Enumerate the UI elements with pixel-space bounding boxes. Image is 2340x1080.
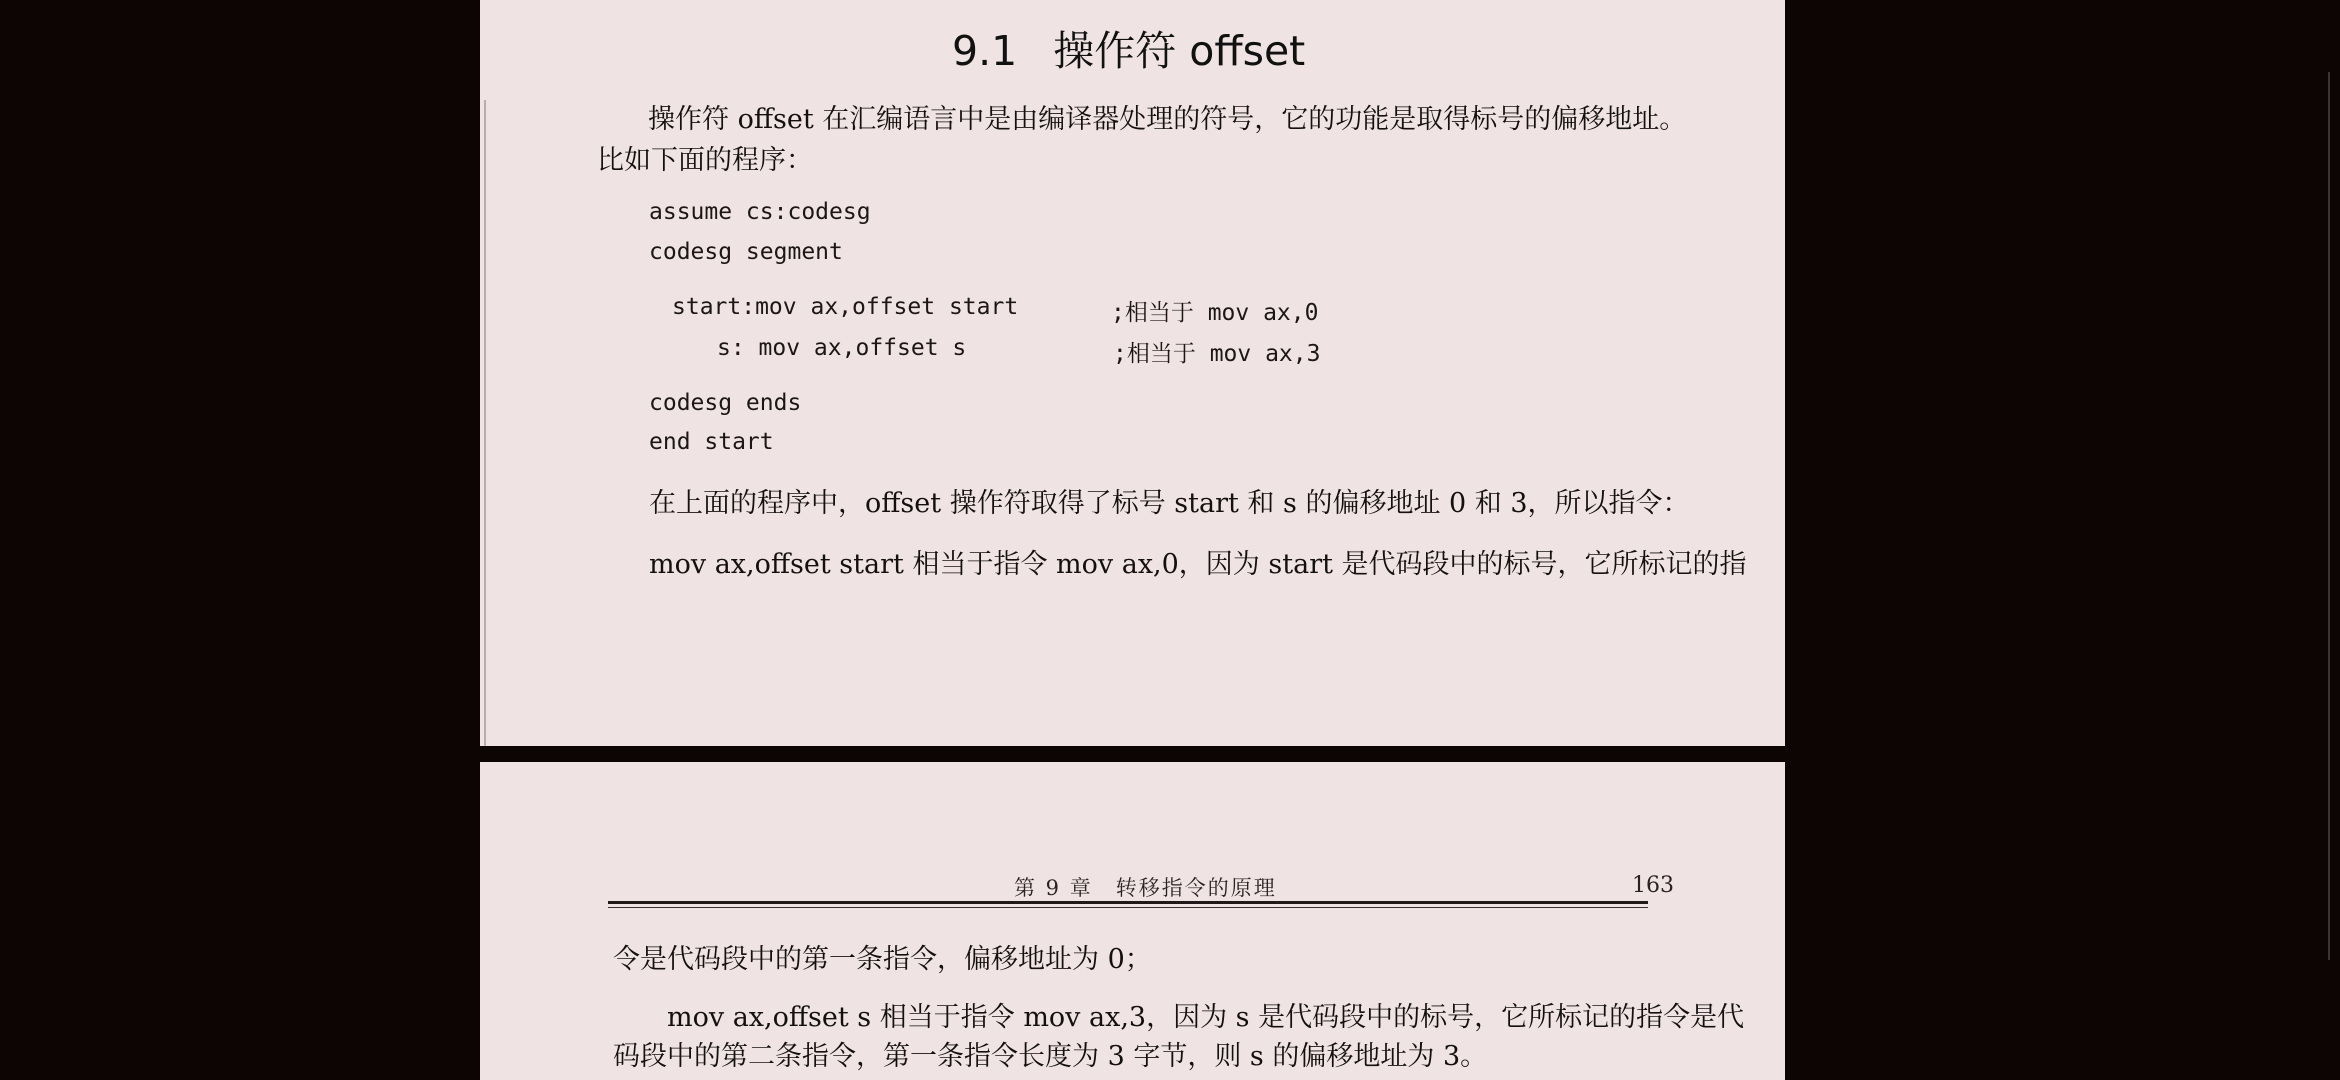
vertical-scrollbar[interactable] xyxy=(2328,72,2340,960)
chapter-header: 第 9 章 转移指令的原理 xyxy=(1014,876,1277,900)
code-comment-s: ;相当于 mov ax,3 xyxy=(1113,341,1321,367)
document-page-top xyxy=(480,0,1785,746)
code-line-segment: codesg segment xyxy=(649,239,843,265)
page-number: 163 xyxy=(1632,873,1674,898)
code-line-ends: codesg ends xyxy=(649,390,802,416)
header-rule-thin xyxy=(608,907,1648,908)
explanation-paragraph: 在上面的程序中，offset 操作符取得了标号 start 和 s 的偏移地址 0 和 3，所以指令： xyxy=(649,488,1690,519)
section-title xyxy=(952,18,1305,77)
code-line-assume: assume cs:codesg xyxy=(649,199,871,225)
mov-s-paragraph-line1: mov ax,offset s 相当于指令 mov ax,3，因为 s 是代码段中的标号，它所标记的指令是代 xyxy=(667,1002,1745,1033)
code-comment-start: ;相当于 mov ax,0 xyxy=(1111,300,1319,326)
intro-paragraph-line1: 操作符 offset 在汇编语言中是由编译器处理的符号，它的功能是取得标号的偏移地址。 xyxy=(648,104,1687,135)
code-line-start: start:mov ax,offset start xyxy=(672,294,1019,320)
section-title-text: 操作符 offset xyxy=(1053,27,1306,75)
section-number: 9.1 xyxy=(952,27,1018,75)
code-line-s: s: mov ax,offset s xyxy=(717,335,967,361)
code-line-end-start: end start xyxy=(649,429,774,455)
page-margin-line xyxy=(484,100,486,746)
header-rule-thick xyxy=(608,901,1648,904)
mov-s-paragraph-line2: 码段中的第二条指令，第一条指令长度为 3 字节，则 s 的偏移地址为 3。 xyxy=(613,1041,1488,1072)
intro-paragraph-line2: 比如下面的程序： xyxy=(597,145,813,176)
document-page-bottom xyxy=(480,762,1785,1080)
mov-start-paragraph: mov ax,offset start 相当于指令 mov ax,0，因为 start 是代码段中的标号，它所标记的指 xyxy=(649,549,1747,580)
continued-paragraph: 令是代码段中的第一条指令，偏移地址为 0； xyxy=(613,944,1152,975)
